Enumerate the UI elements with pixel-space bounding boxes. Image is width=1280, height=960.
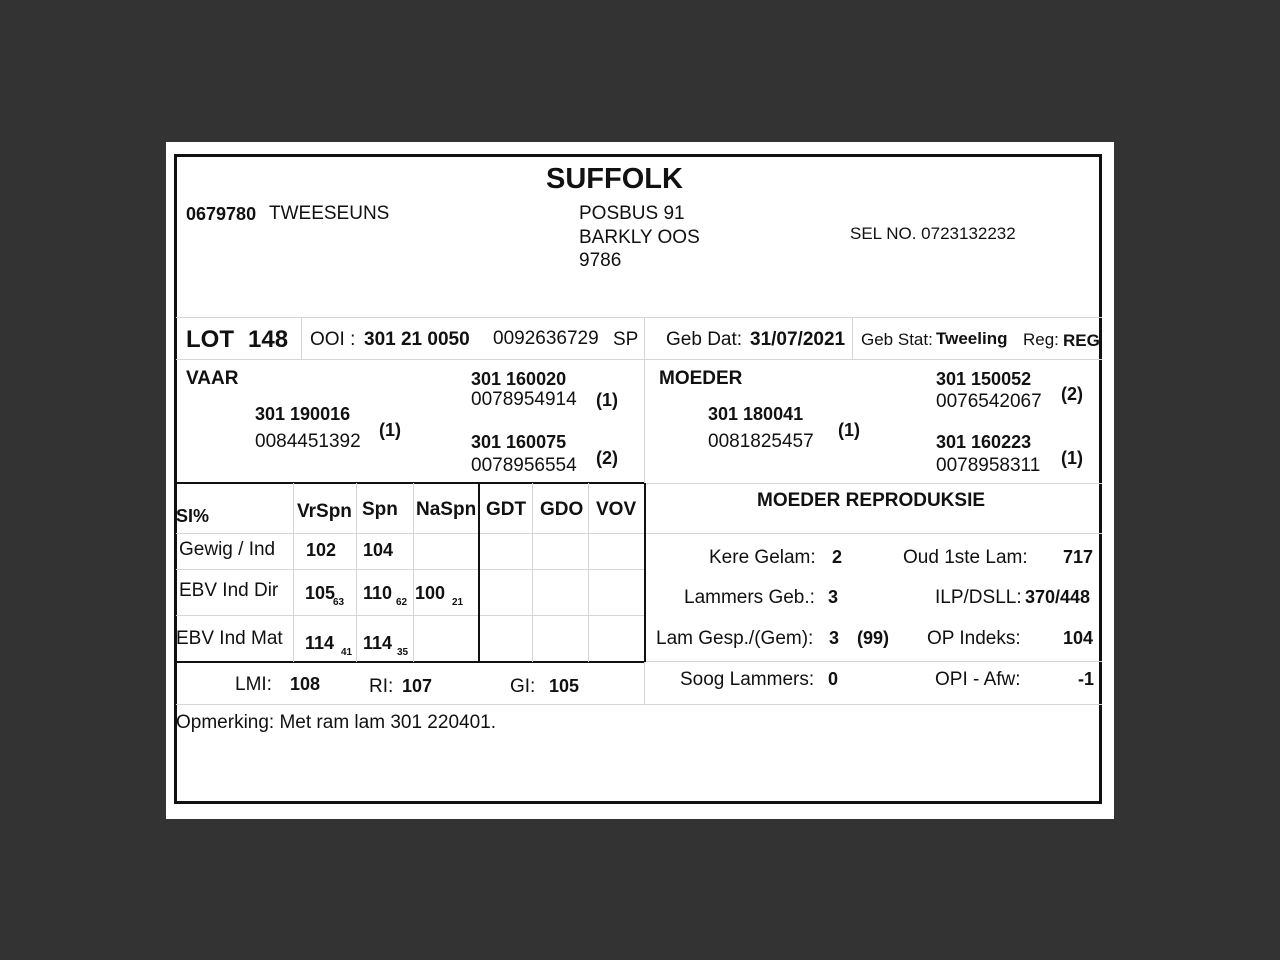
si-cell-vrspn-sub: 63 — [333, 597, 345, 608]
divider — [588, 483, 589, 662]
kere-value: 2 — [832, 547, 843, 567]
address-line-2: BARKLY OOS — [579, 227, 700, 248]
table-border — [176, 482, 645, 484]
divider — [478, 533, 1102, 534]
card-frame — [174, 154, 1102, 804]
op-label: OP Indeks: — [927, 628, 1021, 649]
divider — [852, 317, 853, 359]
si-cell-vrspn: 114 — [305, 633, 335, 653]
birth-date: 31/07/2021 — [750, 329, 846, 350]
remark-text: Opmerking: Met ram lam 301 220401. — [176, 712, 496, 733]
si-header-si: SI% — [176, 506, 210, 526]
si-cell-spn: 110 — [363, 583, 393, 603]
birth-status: Tweeling — [936, 329, 1008, 348]
birth-date-label: Geb Dat: — [666, 329, 743, 350]
ri-label: RI: — [369, 676, 394, 697]
divider — [176, 569, 478, 570]
si-cell-vrspn: 102 — [306, 540, 337, 560]
divider — [176, 704, 1102, 705]
divider — [645, 483, 1102, 484]
dam-label: MOEDER — [659, 368, 743, 389]
table-border — [176, 661, 645, 663]
gesp-average: (99) — [857, 628, 890, 648]
divider — [413, 483, 414, 662]
soog-value: 0 — [828, 669, 839, 689]
table-border — [644, 483, 646, 662]
divider — [176, 533, 478, 534]
reg-label: Reg: — [1023, 330, 1059, 349]
soog-label: Soog Lammers: — [680, 669, 815, 690]
ri-value: 107 — [402, 676, 433, 696]
lot-label: LOT — [186, 326, 234, 353]
reg-value: REG — [1063, 331, 1100, 350]
si-cell-naspn: 100 — [415, 583, 446, 603]
si-header-naspn: NaSpn — [416, 499, 477, 520]
ooi-label: OOI : — [310, 329, 356, 350]
sire-dam-count: (2) — [596, 448, 618, 468]
divider — [478, 569, 644, 570]
dam-id: 301 180041 — [708, 404, 804, 424]
dam-dam-id: 301 160223 — [936, 432, 1032, 452]
ooi-number: 301 21 0050 — [364, 329, 470, 350]
sire-dam-code: 0078956554 — [471, 455, 577, 476]
sire-sire-id: 301 160020 — [471, 369, 567, 389]
dam-sire-code: 0076542067 — [936, 391, 1042, 412]
opi-value: -1 — [1078, 669, 1095, 689]
address-line-3: 9786 — [579, 250, 622, 271]
dam-count: (1) — [838, 420, 860, 440]
sire-sire-count: (1) — [596, 390, 618, 410]
si-row-label: Gewig / Ind — [179, 539, 276, 560]
divider — [301, 317, 302, 359]
gi-value: 105 — [549, 676, 580, 696]
lammers-value: 3 — [828, 587, 839, 607]
divider — [478, 615, 644, 616]
si-cell-naspn-sub: 21 — [452, 597, 464, 608]
sire-count: (1) — [379, 420, 401, 440]
si-header-spn: Spn — [362, 499, 398, 520]
dam-sire-count: (2) — [1061, 384, 1083, 404]
auction-lot-card — [166, 142, 1114, 819]
si-header-gdo: GDO — [540, 499, 584, 520]
divider — [532, 483, 533, 662]
sire-dam-id: 301 160075 — [471, 432, 567, 452]
si-cell-vrspn: 105 — [305, 583, 336, 603]
gesp-value: 3 — [829, 628, 840, 648]
ilp-value: 370/448 — [1025, 587, 1091, 607]
dam-sire-id: 301 150052 — [936, 369, 1032, 389]
divider — [293, 483, 294, 662]
gesp-label: Lam Gesp./(Gem): — [656, 628, 814, 649]
sire-id: 301 190016 — [255, 404, 351, 424]
si-header-vrspn: VrSpn — [297, 501, 352, 522]
si-cell-vrspn-sub: 41 — [341, 647, 353, 658]
table-border — [478, 483, 480, 662]
gi-label: GI: — [510, 676, 536, 697]
owner-name: TWEESEUNS — [269, 203, 390, 224]
si-cell-spn-sub: 35 — [397, 647, 409, 658]
lammers-label: Lammers Geb.: — [684, 587, 815, 608]
divider — [176, 317, 1102, 318]
oud-value: 717 — [1063, 547, 1094, 567]
si-row-label: EBV Ind Mat — [176, 628, 283, 649]
sire-sire-code: 0078954914 — [471, 389, 577, 410]
dam-code: 0081825457 — [708, 431, 814, 452]
ooi-suffix: SP — [613, 329, 639, 350]
dam-dam-count: (1) — [1061, 448, 1083, 468]
reproduction-title: MOEDER REPRODUKSIE — [757, 490, 986, 511]
ooi-code: 0092636729 — [493, 328, 599, 349]
kere-label: Kere Gelam: — [709, 547, 816, 568]
lmi-value: 108 — [290, 674, 321, 694]
phone-number: SEL NO. 0723132232 — [850, 224, 1016, 243]
oud-label: Oud 1ste Lam: — [903, 547, 1028, 568]
si-cell-spn: 104 — [363, 540, 394, 560]
si-cell-spn: 114 — [363, 633, 393, 653]
lmi-label: LMI: — [235, 674, 272, 695]
ilp-label: ILP/DSLL: — [935, 587, 1022, 608]
si-header-vov: VOV — [596, 499, 637, 520]
birth-status-label: Geb Stat: — [861, 330, 933, 349]
owner-id: 0679780 — [186, 204, 257, 224]
sire-code: 0084451392 — [255, 431, 361, 452]
sire-label: VAAR — [186, 368, 239, 389]
lot-number: 148 — [248, 326, 289, 353]
address-line-1: POSBUS 91 — [579, 203, 685, 224]
si-row-label: EBV Ind Dir — [179, 580, 279, 601]
op-value: 104 — [1063, 628, 1094, 648]
divider — [176, 615, 478, 616]
divider — [645, 661, 1102, 662]
breed-title: SUFFOLK — [546, 163, 683, 195]
dam-dam-code: 0078958311 — [936, 455, 1041, 476]
si-cell-spn-sub: 62 — [396, 597, 408, 608]
opi-label: OPI - Afw: — [935, 669, 1021, 690]
divider — [176, 359, 1102, 360]
divider — [356, 483, 357, 662]
si-header-gdt: GDT — [486, 499, 527, 520]
